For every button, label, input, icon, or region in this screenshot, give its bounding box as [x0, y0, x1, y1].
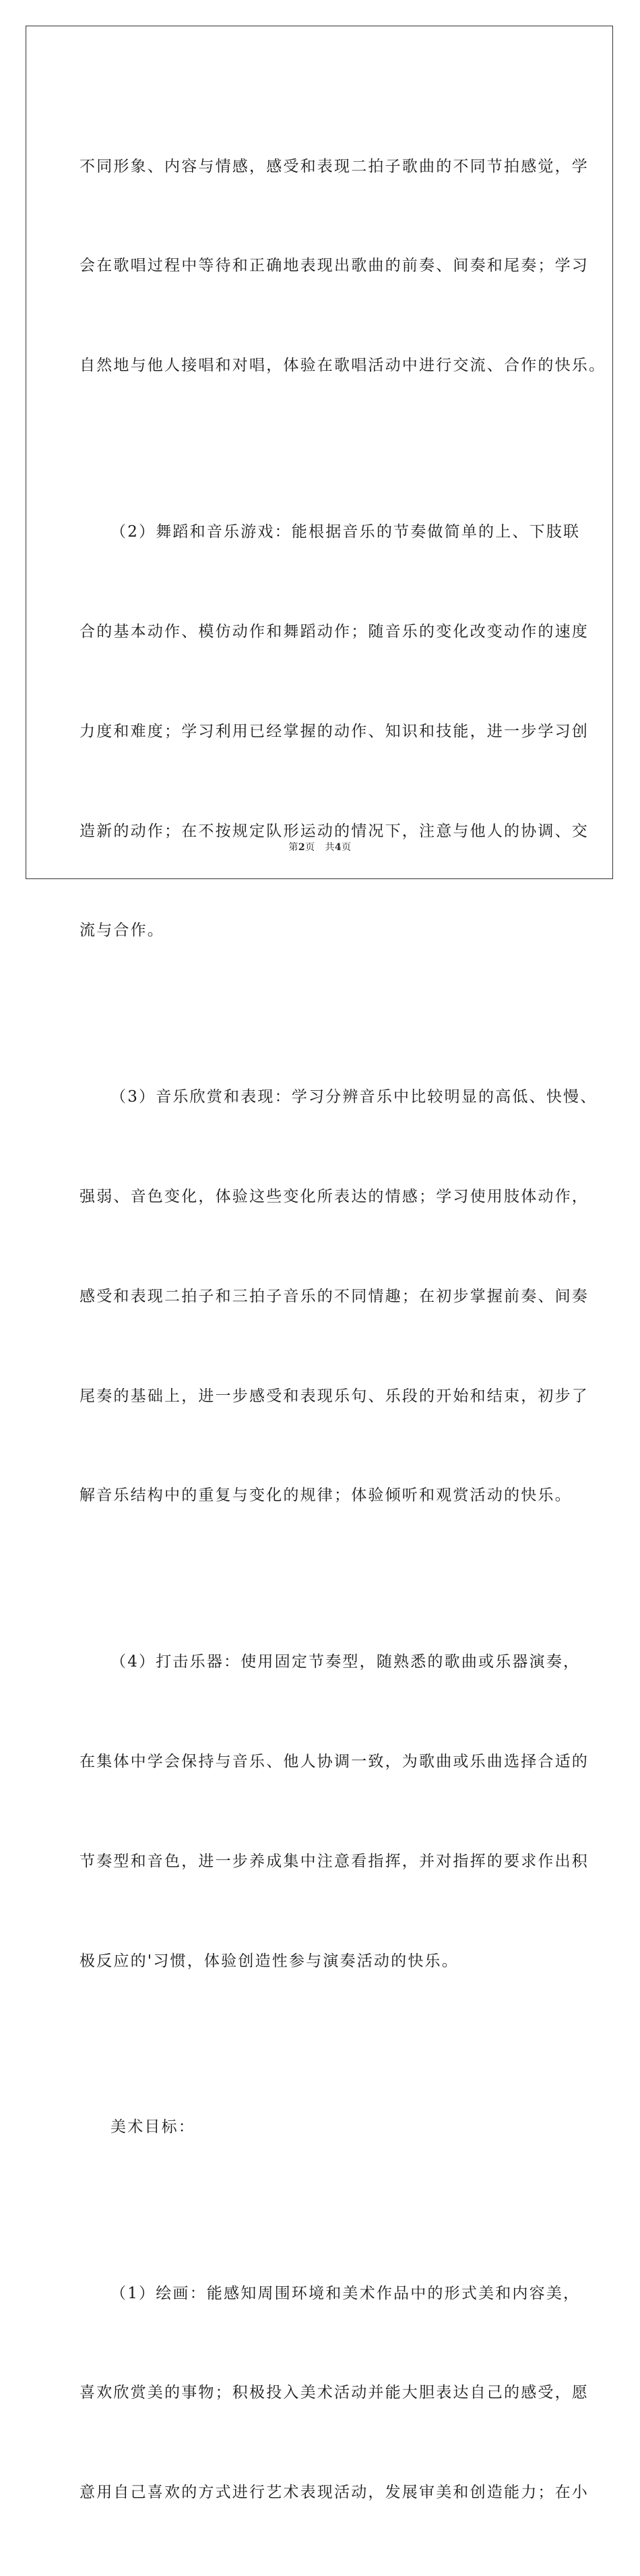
paragraph-singing-continued: [79, 84, 606, 449]
text-line: 在集体中学会保持与音乐、他人协调一致，为歌曲或乐曲选择合适的: [79, 1752, 589, 1770]
text-line: 自然地与他人接唱和对唱，体验在歌唱活动中进行交流、合作的快乐。: [79, 357, 606, 375]
text-line: 解音乐结构中的重复与变化的规律；体验倾听和观赏活动的快乐。: [79, 1487, 572, 1505]
paragraph-percussion: [79, 1579, 589, 2044]
footer-total-prefix: 共: [325, 842, 335, 853]
text-line: 极反应的'习惯，体验创造性参与演奏活动的快乐。: [79, 1952, 459, 1970]
text-line: 喜欢欣赏美的事物；积极投入美术活动并能大胆表达自己的感受，愿: [79, 2384, 589, 2402]
text-line: 强弱、音色变化，体验这些变化所表达的情感；学习使用肢体动作，: [79, 1187, 589, 1205]
paragraph-dance-games: [79, 449, 589, 1014]
total-page-count: 4: [334, 842, 342, 853]
text-line: 尾奏的基础上，进一步感受和表现乐句、乐段的开始和结束，初步了: [79, 1387, 589, 1405]
text-line: （3）音乐欣赏和表现：学习分辨音乐中比较明显的高低、快慢、: [110, 1087, 598, 1106]
text-line: 力度和难度；学习利用已经掌握的动作、知识和技能，进一步学习创: [79, 722, 589, 740]
text-line: 节奏型和音色，进一步养成集中注意看指挥，并对指挥的要求作出积: [79, 1852, 589, 1870]
section-heading: 美术目标：: [110, 2118, 195, 2136]
text-line: 流与合作。: [79, 922, 164, 940]
text-line: 合的基本动作、模仿动作和舞蹈动作；随音乐的变化改变动作的速度: [79, 622, 589, 640]
paragraph-painting: [79, 2211, 589, 2576]
page-footer: [0, 840, 640, 853]
text-line: （1）绘画：能感知周围环境和美术作品中的形式美和内容美，: [110, 2284, 581, 2302]
footer-prefix: 第: [288, 842, 298, 853]
text-line: 感受和表现二拍子和三拍子音乐的不同情趣；在初步掌握前奏、间奏: [79, 1287, 589, 1305]
footer-page-suffix: 页: [305, 842, 315, 853]
paragraph-music-appreciation: [79, 1014, 598, 1579]
text-line: （4）打击乐器：使用固定节奏型，随熟悉的歌曲或乐器演奏，: [110, 1652, 581, 1671]
current-page-number: 2: [298, 842, 306, 853]
document-body: [79, 84, 606, 2576]
heading-art-goals: [79, 2045, 578, 2211]
text-line: 造新的动作；在不按规定队形运动的情况下，注意与他人的协调、交: [79, 822, 589, 840]
text-line: 不同形象、内容与情感，感受和表现二拍子歌曲的不同节拍感觉，学: [79, 157, 589, 175]
text-line: 意用自己喜欢的方式进行艺术表现活动，发展审美和创造能力；在小: [79, 2484, 589, 2502]
footer-total-suffix: 页: [342, 842, 352, 853]
text-line: 会在歌唱过程中等待和正确地表现出歌曲的前奏、间奏和尾奏；学习: [79, 257, 589, 275]
text-line: （2）舞蹈和音乐游戏：能根据音乐的节奏做简单的上、下肢联: [110, 522, 581, 541]
